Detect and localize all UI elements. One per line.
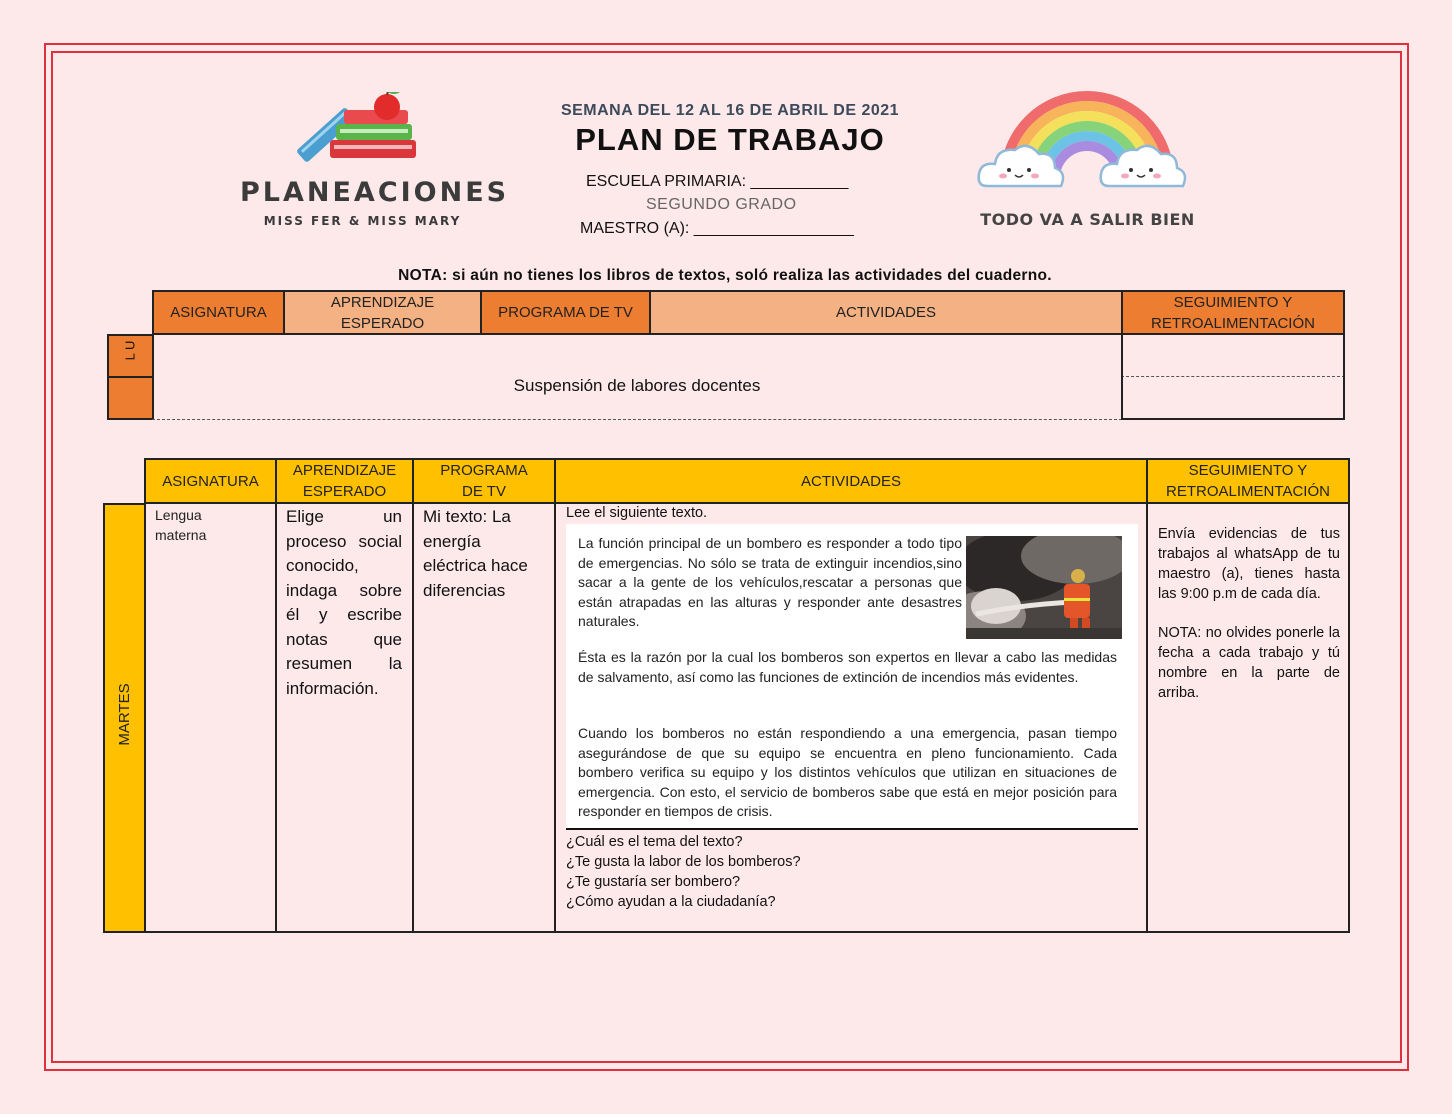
firefighter-image-icon (966, 536, 1122, 639)
followup-text (1158, 524, 1340, 703)
subject-text: Lengua materna (155, 507, 207, 543)
question-item: ¿Te gustaría ser bombero? (566, 874, 741, 890)
planeaciones-logo (240, 92, 510, 242)
reading-paragraph-1: La función principal de un bombero es responder a todo tipo de emergencias. No sólo se trata de extinguir incendios,sino sacar a la gente de los vehículos,rescatar a personas que están atrapadas en las alturas y responder ante desastres naturales. (578, 535, 962, 629)
t1-followup-cell-bottom (1121, 376, 1345, 420)
learning-text: Elige un proceso social conocido, indaga sobre él y escribe notas que resumen la información. (286, 507, 402, 698)
brand-subtitle: MISS FER & MISS MARY (263, 214, 462, 228)
t1-day-cell-bottom (107, 376, 154, 420)
t1-header-seguimiento: SEGUIMIENTO Y RETROALIMENTACIÓN (1121, 290, 1345, 335)
question-item: ¿Te gusta la labor de los bomberos? (566, 854, 801, 870)
motto-text: TODO VA A SALIR BIEN (980, 210, 1195, 229)
t1-header-asignatura: ASIGNATURA (152, 290, 285, 335)
rainbow-clouds-icon (975, 78, 1200, 203)
books-apple-icon (290, 92, 430, 174)
question-item: ¿Cómo ayudan a la ciudadanía? (566, 894, 776, 910)
reading-paragraph-2: Ésta es la razón por la cual los bomberos son expertos en llevar a cabo las medidas de salvamento, así como las funciones de extinción de incendios más evidentes. (578, 649, 1117, 685)
t1-header-aprendizaje: APRENDIZAJE ESPERADO (283, 290, 482, 335)
week-range: SEMANA DEL 12 AL 16 DE ABRIL DE 2021 (560, 102, 900, 119)
reading-intro: Lee el siguiente texto. (566, 505, 708, 521)
t2-header-seguimiento: SEGUIMIENTO Y RETROALIMENTACIÓN (1146, 458, 1350, 504)
reading-paragraph-3: Cuando los bomberos no están respondiendo a una emergencia, pasan tiempo asegurándose de que su equipo se encuentra en pleno funcionamiento. Cada bombero verifica su equipo y los distintos vehículos que utilizan en situaciones de emergencia. Con esto, el servicio de bomberos sabe que está en mejor posición para responder en tiempos de crisis. (578, 725, 1117, 819)
t1-header-programa: PROGRAMA DE TV (480, 290, 651, 335)
program-text: Mi texto: La energía eléctrica hace diferencias (423, 507, 528, 600)
grade-label: SEGUNDO GRADO (646, 196, 797, 213)
page-title: PLAN DE TRABAJO (575, 122, 885, 157)
teacher-field: MAESTRO (A): __________________ (580, 220, 854, 237)
t1-header-actividades: ACTIVIDADES (649, 290, 1123, 335)
title-block (530, 102, 930, 158)
questions-list (566, 832, 801, 912)
t2-header-aprendizaje: APRENDIZAJE ESPERADO (275, 458, 414, 504)
t2-header-actividades: ACTIVIDADES (554, 458, 1148, 504)
reading-box (566, 524, 1138, 830)
subject-cell (144, 503, 277, 933)
suspension-message: Suspensión de labores docentes (513, 376, 761, 395)
followup-note: NOTA: no olvides ponerle la fecha a cada trabajo y tú nombre en la parte de arriba. (1158, 625, 1340, 701)
t1-day-label: L U (122, 340, 138, 361)
rainbow-logo (975, 78, 1200, 238)
t1-followup-cell-top (1121, 334, 1345, 377)
day-label-martes: MARTES (116, 683, 133, 746)
question-item: ¿Cuál es el tema del texto? (566, 834, 743, 850)
school-field: ESCUELA PRIMARIA: ___________ (586, 173, 849, 190)
t2-header-asignatura: ASIGNATURA (144, 458, 277, 504)
followup-evidence: Envía evidencias de tus trabajos al whatsApp de tu maestro (a), tienes hasta las 9:00 p.m de cada día. (1158, 526, 1340, 602)
brand-name: PLANEACIONES (240, 177, 510, 208)
top-note: NOTA: si aún no tienes los libros de textos, soló realiza las actividades del cuaderno. (398, 267, 1052, 284)
t2-header-programa: PROGRAMA DE TV (412, 458, 556, 504)
firefighter-photo (966, 536, 1122, 639)
